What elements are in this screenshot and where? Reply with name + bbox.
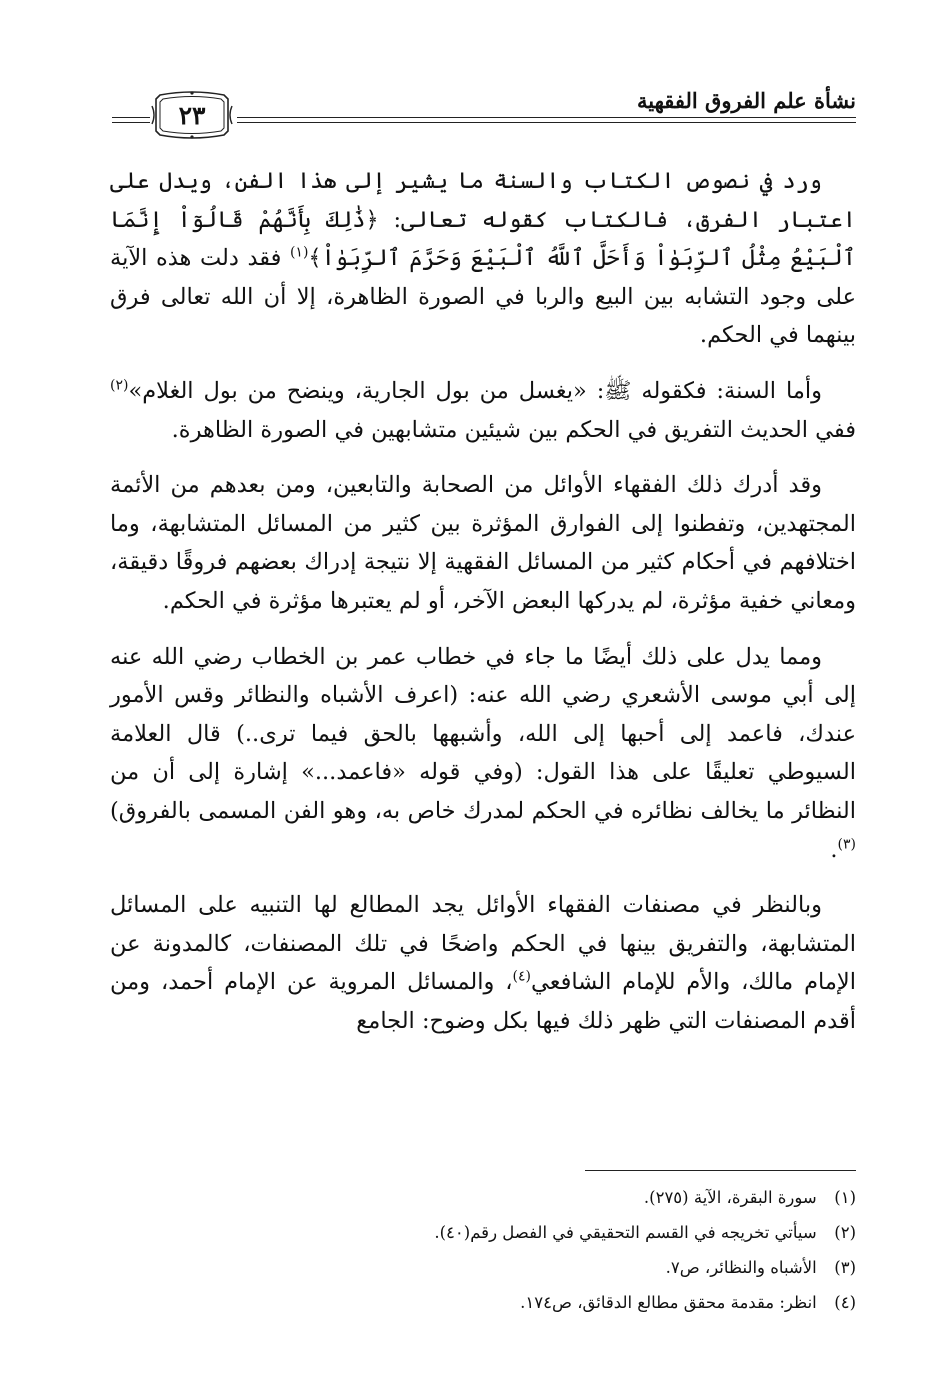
footnotes (300, 1180, 856, 1320)
paragraph: وبالنظر في مصنفات الفقهاء الأوائل يجد المطالع لها التنبيه على المسائل المتشابهة، والتفريق بينها في الحكم واضحًا في تلك المصنفات، كالمدونة عن الإمام مالك، والأم للإمام الشافعي$^{(٤)}$، والمسائل المروية عن الإمام أحمد، ومن أقدم المصنفات التي ظهر ذلك فيها بكل وضوح: الجامع (110, 892, 856, 1034)
footnote-ref: (٣) (837, 836, 856, 852)
footnote-text: سورة البقرة، الآية (٢٧٥). (643, 1188, 817, 1207)
page-number: ٢٣ (178, 101, 206, 130)
header-rule (237, 117, 856, 118)
footnote-number: (٣) (834, 1258, 856, 1277)
running-header (112, 84, 856, 144)
paragraph: وأما السنة: فكقوله ﷺ: «يغسل من بول الجارية، وينضح من بول الغلام»$^{(٢)}$ ففي الحديث التفريق في الحكم بين شيئين متشابهين في الصورة الظاهرة. (110, 377, 856, 443)
footnote-number: (٤) (834, 1293, 856, 1312)
header-rule (112, 117, 150, 118)
footnote-number: (١) (834, 1188, 856, 1207)
chapter-title: نشأة علم الفروق الفقهية (636, 88, 856, 113)
footnote-separator (585, 1170, 856, 1171)
header-rule (112, 122, 150, 123)
footnote-ref: (٢) (110, 377, 129, 394)
footnote-text: انظر: مقدمة محقق مطالع الدقائق، ص١٧٤. (520, 1293, 817, 1312)
footnote-text: سيأتي تخريجه في القسم التحقيقي في الفصل رقم(٤٠). (434, 1223, 817, 1242)
main-text (110, 162, 856, 1057)
paragraph: ورد في نصوص الكتاب والسنة ما يشير إلى هذا الفن، ويدل على اعتبار الفرق، فالكتاب كقوله تعالى: ﴿ذَٰلِكَ بِأَنَّهُمْ قَالُوٓاْ إِنَّمَا ٱلْبَيْعُ مِثْلُ ٱلرِّبَوٰاْ وَأَحَلَّ ٱللَّهُ ٱلْبَيْعَ وَحَرَّمَ ٱلرِّبَوٰاْ﴾$^{(١)}$ فقد دلت هذه الآية على وجود التشابه بين البيع والربا في الصورة الظاهرة، إلا أن الله تعالى فرق بينهما في الحكم. (110, 168, 856, 349)
paragraph: وقد أدرك ذلك الفقهاء الأوائل من الصحابة والتابعين، ومن بعدهم من الأئمة المجتهدين، وتفطنوا إلى الفوارق المؤثرة بين كثير من المسائل المتشابهة، وما اختلافهم في أحكام كثير من المسائل الفقهية إلا نتيجة إدراك بعضهم فروقًا دقيقة، ومعاني خفية مؤثرة، لم يدركها البعض الآخر، أو لم يعتبرها مؤثرة في الحكم. (110, 472, 856, 614)
page-number-frame (150, 90, 234, 140)
header-rule (237, 122, 856, 123)
footnote-item (300, 1285, 856, 1320)
footnote-ref: (٤) (512, 968, 531, 985)
footnote-ref: (١) (289, 244, 309, 261)
footnote-text: الأشباه والنظائر، ص٧. (665, 1258, 817, 1277)
paragraph: ومما يدل على ذلك أيضًا ما جاء في خطاب عمر بن الخطاب رضي الله عنه إلى أبي موسى الأشعري رضي الله عنه: (اعرف الأشباه والنظائر وقس الأمور عندك، فاعمد إلى أحبها إلى الله، وأشبهها بالحق فيما ترى..) قال العلامة السيوطي تعليقًا على هذا القول: (وفي قوله «فاعمد...» إشارة إلى أن من النظائر ما يخالف نظائره في الحكم لمدرك خاص به، وهو الفن المسمى بالفروق)$^{(٣)}$. (110, 643, 856, 863)
footnote-item (300, 1250, 856, 1285)
footnote-item (300, 1180, 856, 1215)
footnote-item (300, 1215, 856, 1250)
footnote-number: (٢) (834, 1223, 856, 1242)
